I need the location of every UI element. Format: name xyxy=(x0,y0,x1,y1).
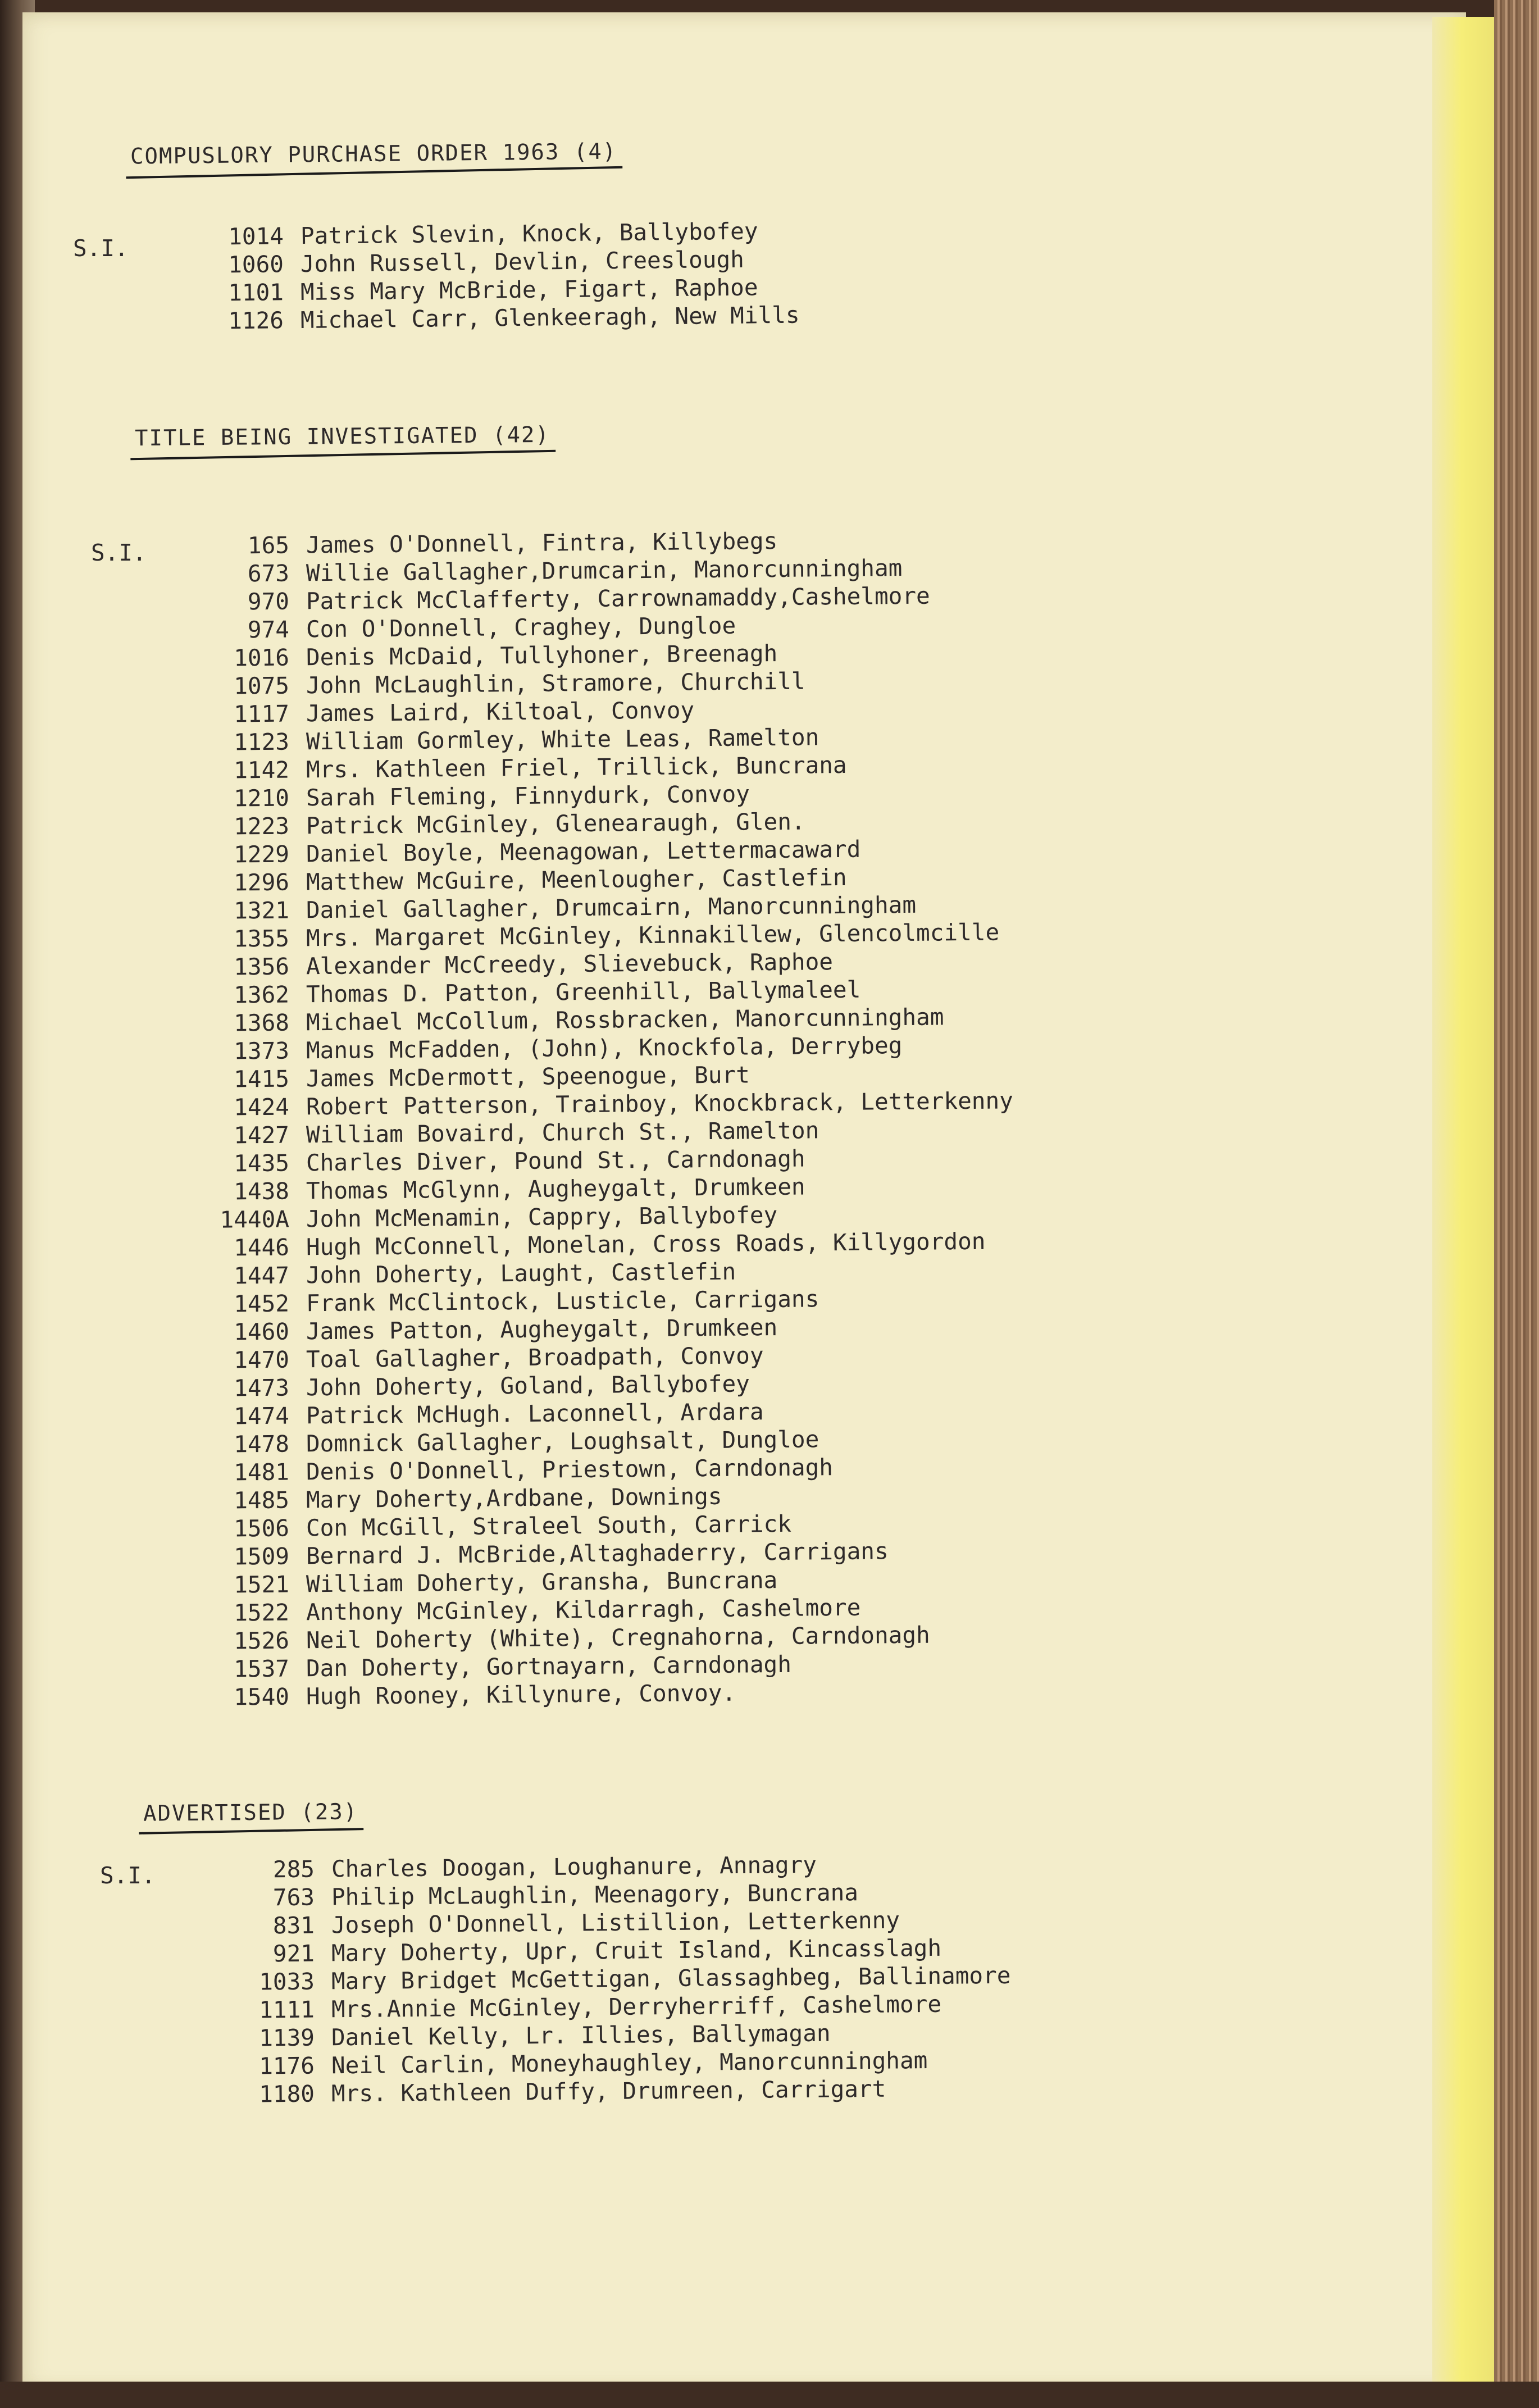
entry-name: William Bovaird, Church St., Ramelton xyxy=(306,1117,819,1149)
entry-name: John Doherty, Goland, Ballybofey xyxy=(306,1370,750,1401)
si-number: 1435 xyxy=(234,1149,290,1177)
entry-name: Toal Gallagher, Broadpath, Convoy xyxy=(306,1342,764,1373)
si-number: 921 xyxy=(272,1940,315,1968)
entry-name: Matthew McGuire, Meenlougher, Castlefin xyxy=(306,863,847,896)
entry-name: Daniel Gallagher, Drumcairn, Manorcunningham xyxy=(306,891,917,924)
si-number: 1373 xyxy=(234,1037,290,1065)
si-number: 1506 xyxy=(234,1514,290,1542)
entry-name: Joseph O'Donnell, Listillion, Letterkenny xyxy=(331,1906,900,1939)
si-number: 1075 xyxy=(234,672,290,700)
entry-name: Denis McDaid, Tullyhoner, Breenagh xyxy=(306,639,778,671)
si-number: 1481 xyxy=(234,1458,290,1486)
si-number: 1470 xyxy=(234,1346,290,1374)
entry-name: Mrs. Margaret McGinley, Kinnakillew, Glencolmcille xyxy=(306,918,1000,952)
entry-name: Mary Doherty,Ardbane, Downings xyxy=(306,1482,722,1514)
si-number: 1478 xyxy=(234,1430,290,1458)
entry-name: Dan Doherty, Gortnayarn, Carndonagh xyxy=(306,1650,792,1682)
si-number: 1296 xyxy=(234,868,290,896)
entry-name: Con McGill, Straleel South, Carrick xyxy=(306,1510,792,1542)
entry-name: Robert Patterson, Trainboy, Knockbrack, Letterkenny xyxy=(306,1087,1014,1121)
si-number: 1509 xyxy=(234,1542,290,1571)
si-number: 1540 xyxy=(234,1683,290,1711)
si-number: 1180 xyxy=(259,2080,315,2108)
si-number: 1474 xyxy=(234,1402,290,1430)
heading-underline xyxy=(139,1828,363,1835)
si-number: 1016 xyxy=(234,644,290,672)
si-number: 1033 xyxy=(259,1968,315,1996)
entry-name: James Laird, Kiltoal, Convoy xyxy=(306,697,695,727)
si-number: 285 xyxy=(272,1855,315,1883)
entry-name: Sarah Fleming, Finnydurk, Convoy xyxy=(306,780,750,812)
entry-name: William Doherty, Gransha, Buncrana xyxy=(306,1566,778,1598)
si-number: 1229 xyxy=(234,840,290,868)
si-number: 1355 xyxy=(234,925,290,953)
entry-name: Michael McCollum, Rossbracken, Manorcunningham xyxy=(306,1003,944,1036)
entry-name: Mrs. Kathleen Duffy, Drumreen, Carrigart xyxy=(331,2075,886,2107)
entry-name: Michael Carr, Glenkeeragh, New Mills xyxy=(300,301,800,334)
si-number: 1362 xyxy=(234,981,290,1009)
si-number: 970 xyxy=(247,588,290,616)
si-number: 1368 xyxy=(234,1009,290,1037)
si-number: 1415 xyxy=(234,1065,290,1093)
si-number: 1521 xyxy=(234,1571,290,1599)
entry-name: Miss Mary McBride, Figart, Raphoe xyxy=(300,274,758,306)
si-number: 1424 xyxy=(234,1093,290,1121)
entry-name: Mary Bridget McGettigan, Glassaghbeg, Ballinamore xyxy=(331,1961,1011,1995)
list-item xyxy=(191,217,758,253)
entry-name: Hugh McConnell, Monelan, Cross Roads, Killygordon xyxy=(306,1227,986,1261)
entry-name: Daniel Kelly, Lr. Illies, Ballymagan xyxy=(331,2019,831,2051)
si-number: 1526 xyxy=(234,1627,290,1655)
entry-name: Frank McClintock, Lusticle, Carrigans xyxy=(306,1285,819,1317)
si-label: S.I. xyxy=(73,235,129,262)
entry-name: Domnick Gallagher, Loughsalt, Dungloe xyxy=(306,1426,819,1458)
entry-name: James McDermott, Speenogue, Burt xyxy=(306,1061,750,1093)
section-heading: TITLE BEING INVESTIGATED (42) xyxy=(135,422,550,451)
entry-name: Charles Diver, Pound St., Carndonagh xyxy=(306,1145,805,1177)
entry-name: Con O'Donnell, Craghey, Dungloe xyxy=(306,612,736,643)
si-number: 1060 xyxy=(227,251,284,279)
si-number: 1473 xyxy=(234,1374,290,1402)
si-number: 1117 xyxy=(234,700,290,728)
si-number: 1447 xyxy=(234,1262,290,1290)
list-item xyxy=(191,301,800,337)
entry-name: William Gormley, White Leas, Ramelton xyxy=(306,723,819,755)
entry-name: Thomas D. Patton, Greenhill, Ballymaleel xyxy=(306,976,861,1008)
entry-name: Neil Carlin, Moneyhaughley, Manorcunningham xyxy=(331,2047,928,2079)
list-item xyxy=(191,245,745,281)
entry-name: Thomas McGlynn, Augheygalt, Drumkeen xyxy=(306,1173,805,1205)
entry-name: Patrick McClafferty, Carrownamaddy,Cashelmore xyxy=(306,582,930,615)
si-number: 1101 xyxy=(227,279,284,307)
section-heading: ADVERTISED (23) xyxy=(143,1799,358,1826)
entry-name: Manus McFadden, (John), Knockfola, Derrybeg xyxy=(306,1032,903,1064)
si-number: 1014 xyxy=(227,222,284,251)
entry-name: John Russell, Devlin, Creeslough xyxy=(300,245,745,277)
si-number: 974 xyxy=(247,616,290,644)
si-number: 1460 xyxy=(234,1318,290,1346)
entry-name: Mrs.Annie McGinley, Derryherriff, Cashelmore xyxy=(331,1990,942,2023)
si-number: 1427 xyxy=(234,1121,290,1149)
si-number: 763 xyxy=(272,1883,315,1911)
si-number: 1356 xyxy=(234,953,290,981)
si-number: 1440A xyxy=(220,1205,290,1233)
si-number: 1139 xyxy=(259,2024,315,2052)
si-number: 673 xyxy=(247,559,290,588)
entry-name: Patrick McGinley, Glenearaugh, Glen. xyxy=(306,808,805,840)
entry-name: Mary Doherty, Upr, Cruit Island, Kincasslagh xyxy=(331,1934,942,1967)
si-number: 1438 xyxy=(234,1177,290,1205)
si-number: 1210 xyxy=(234,784,290,812)
si-label: S.I. xyxy=(91,539,147,566)
si-number: 1452 xyxy=(234,1290,290,1318)
entry-name: John Doherty, Laught, Castlefin xyxy=(306,1258,736,1289)
entry-name: John McMenamin, Cappry, Ballybofey xyxy=(306,1201,778,1233)
list-item xyxy=(191,274,758,309)
entry-name: Anthony McGinley, Kildarragh, Cashelmore xyxy=(306,1594,861,1626)
entry-name: Willie Gallagher,Drumcarin, Manorcunningham xyxy=(306,554,903,587)
si-number: 831 xyxy=(272,1911,315,1940)
entry-name: Neil Doherty (White), Cregnahorna, Carndonagh xyxy=(306,1621,930,1654)
entry-name: Denis O'Donnell, Priestown, Carndonagh xyxy=(306,1454,834,1486)
entry-name: Hugh Rooney, Killynure, Convoy. xyxy=(306,1679,736,1710)
entry-name: Patrick McHugh. Laconnell, Ardara xyxy=(306,1398,764,1430)
entry-name: Charles Doogan, Loughanure, Annagry xyxy=(331,1851,817,1883)
entry-name: Alexander McCreedy, Slievebuck, Raphoe xyxy=(306,948,834,980)
heading-underline xyxy=(130,450,556,461)
si-number: 1537 xyxy=(234,1655,290,1683)
si-number: 165 xyxy=(247,531,290,559)
si-number: 1126 xyxy=(227,307,284,335)
entry-name: Philip McLaughlin, Meenagory, Buncrana xyxy=(331,1879,859,1911)
si-label: S.I. xyxy=(100,1862,156,1889)
entry-name: Mrs. Kathleen Friel, Trillick, Buncrana xyxy=(306,751,847,784)
entry-name: James Patton, Augheygalt, Drumkeen xyxy=(306,1313,778,1345)
si-number: 1522 xyxy=(234,1599,290,1627)
si-number: 1176 xyxy=(259,2052,315,2080)
si-number: 1123 xyxy=(234,728,290,756)
entry-name: James O'Donnell, Fintra, Killybegs xyxy=(306,527,778,559)
entry-name: Bernard J. McBride,Altaghaderry, Carrigans xyxy=(306,1537,889,1570)
entry-name: Patrick Slevin, Knock, Ballybofey xyxy=(300,217,758,249)
entry-name: Daniel Boyle, Meenagowan, Lettermacaward xyxy=(306,835,861,868)
entry-name: John McLaughlin, Stramore, Churchill xyxy=(306,667,805,699)
si-number: 1111 xyxy=(259,1996,315,2024)
section-heading: COMPUSLORY PURCHASE ORDER 1963 (4) xyxy=(130,139,617,169)
si-number: 1321 xyxy=(234,896,290,925)
si-number: 1223 xyxy=(234,812,290,840)
si-number: 1446 xyxy=(234,1233,290,1262)
si-number: 1485 xyxy=(234,1486,290,1514)
si-number: 1142 xyxy=(234,756,290,784)
